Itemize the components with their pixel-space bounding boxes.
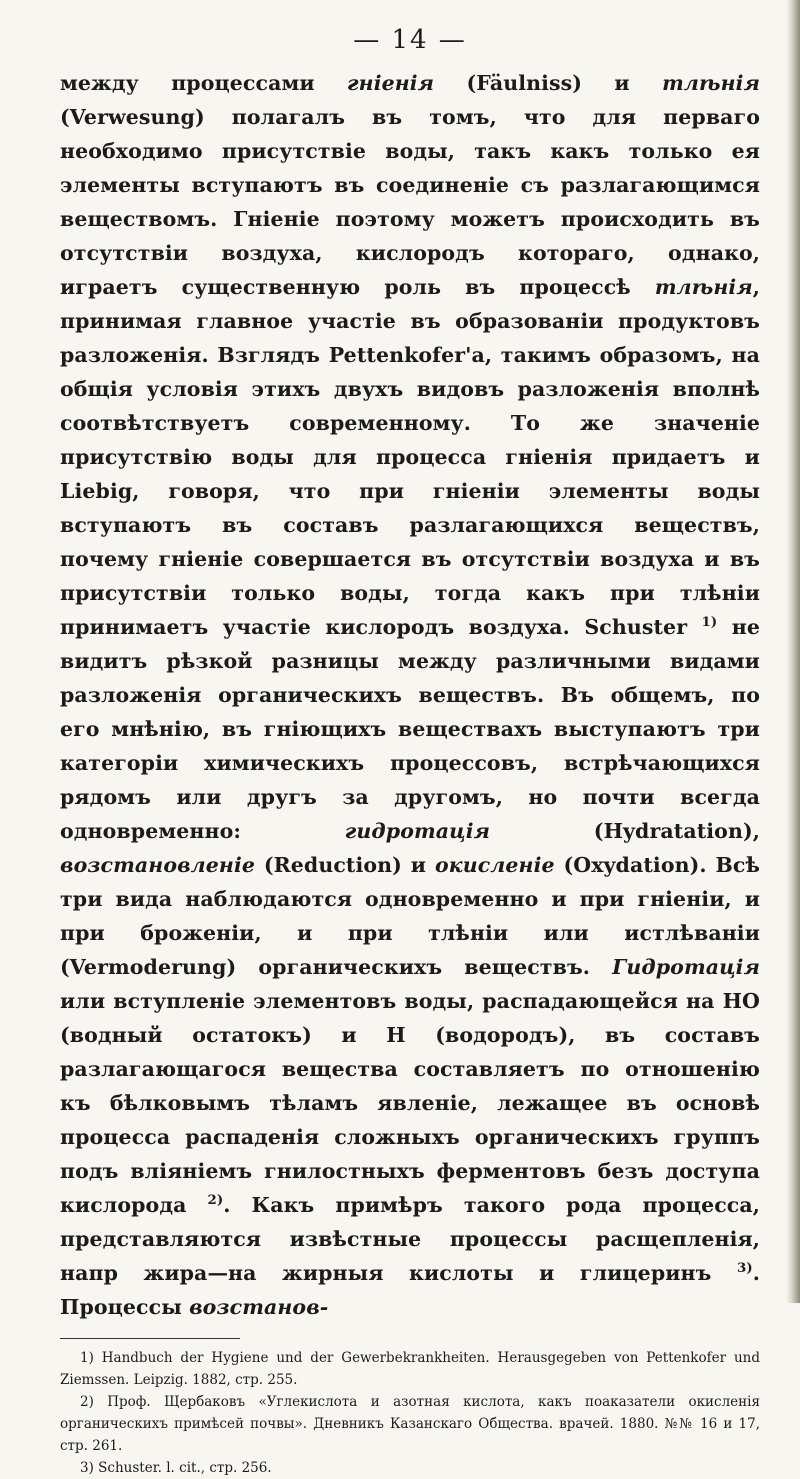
text-run: или вступленіе элементовъ воды, распадающейся на HO (водный остатокъ) и H (водородъ), въ составъ разлагающагося вещества составляетъ по отношенію къ бѣлковымъ тѣламъ явленіе, лежащее въ основѣ процесса распаденія сложныхъ органическихъ группъ подъ вліяніемъ гнилостныхъ ферментовъ безъ доступа кислорода bbox=[60, 989, 760, 1217]
italic-term: Гидротація bbox=[612, 955, 760, 979]
text-run: (Verwesung) полагалъ въ томъ, что для перваго необходимо присутствіе воды, такъ какъ только ея элементы вступаютъ въ соединеніе съ разлагающимся веществомъ. Гніеніе поэтому можетъ происходить въ отсутствіи воздуха, кислородъ котораго, однако, играетъ существенную роль въ процессѣ bbox=[60, 105, 760, 299]
text-run: не видитъ рѣзкой разницы между различными видами разложенія органическихъ веществъ. Въ общемъ, по его мнѣнію, въ гніющихъ веществахъ выступаютъ три категоріи химическихъ процессовъ, встрѣчающихся рядомъ или другъ за другомъ, но почти всегда одновременно: bbox=[60, 615, 760, 843]
footnote-ref: 3) bbox=[736, 1260, 753, 1277]
italic-term: гніенія bbox=[347, 71, 435, 95]
text-run: между процессами bbox=[60, 71, 348, 95]
footnote-3: 3) Schuster. l. cit., стр. 256. bbox=[80, 1460, 272, 1476]
text-run: (Hydratation), bbox=[490, 819, 760, 843]
book-page bbox=[60, 20, 760, 1479]
text-run: . Процессы bbox=[60, 1261, 760, 1319]
footnotes bbox=[60, 1347, 760, 1479]
italic-term: тлѣнія bbox=[662, 71, 760, 95]
footnote-rule bbox=[60, 1338, 240, 1339]
text-run: . Какъ примѣръ такого рода процесса, представляются извѣстные процессы расщепленія, напр жира—на жирныя кислоты и глицеринъ bbox=[60, 1193, 760, 1285]
italic-term: возстанов- bbox=[189, 1295, 329, 1319]
italic-term: возстановленіе bbox=[60, 853, 255, 877]
footnote-ref: 1) bbox=[701, 614, 718, 631]
footnote-ref: 2) bbox=[207, 1192, 224, 1209]
italic-term: тлѣнія bbox=[654, 275, 753, 299]
italic-term: гидротація bbox=[344, 819, 491, 843]
page-edge-shadow bbox=[786, 0, 800, 1303]
page-number: — 14 — bbox=[353, 25, 467, 55]
text-run: (Reduction) и bbox=[254, 853, 435, 877]
main-paragraph bbox=[60, 66, 760, 1324]
footnote-1: 1) Handbuch der Hygiene und der Gewerbekrankheiten. Herausgegeben von Pettenkofer und Ziemssen. Leipzig. 1882, стр. 255. bbox=[60, 1350, 760, 1388]
text-run: (Fäulniss) и bbox=[434, 71, 663, 95]
footnote-2: 2) Проф. Щербаковъ «Углекислота и азотная кислота, какъ поаказатели окисленія органическихъ примѣсей почвы». Дневникъ Казанскаго Общества. врачей. 1880. №№ 16 и 17, стр. 261. bbox=[60, 1394, 760, 1454]
italic-term: окисленіе bbox=[434, 853, 555, 877]
text-run: , принимая главное участіе въ образованіи продуктовъ разложенія. Взглядъ Pettenkofer'а, такимъ образомъ, на общія условія этихъ двухъ видовъ разложенія вполнѣ соотвѣтствуетъ современному. То же значеніе присутствію воды для процесса гніенія придаетъ и Liebig, говоря, что при гніеніи элементы воды вступаютъ въ составъ разлагающихся веществъ, почему гніеніе совершается въ отсутствіи воздуха и въ присутствіи только воды, тогда какъ при тлѣніи принимаетъ участіе кислородъ воздуха. Schuster bbox=[60, 275, 760, 639]
text-run: (Oxydation). Всѣ три вида наблюдаются одновременно и при гніеніи, и при броженіи, и при тлѣніи или истлѣваніи (Vermoderung) органическихъ веществъ. bbox=[60, 853, 760, 979]
